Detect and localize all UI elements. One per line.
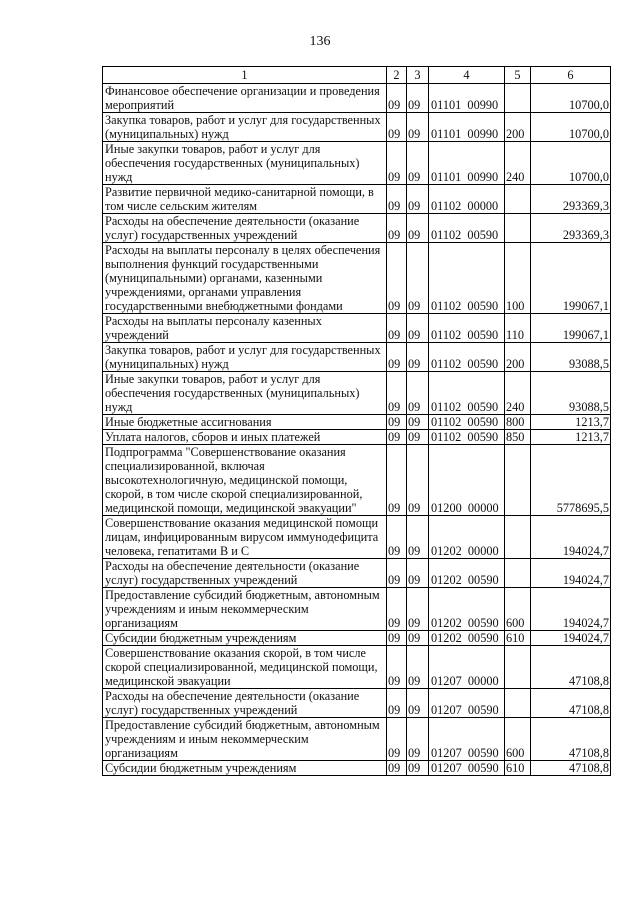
row-name-cell: Иные закупки товаров, работ и услуг для обеспечения государственных (муниципальных) нужд [103,372,387,415]
table-row [103,84,611,113]
subsection-code-cell: 09 [407,243,429,314]
target-article-cell: 01101 00990 [429,113,505,142]
expense-type-cell: 240 [505,372,531,415]
section-code-cell: 09 [387,84,407,113]
amount-cell: 47108,8 [531,689,611,718]
header-cell: 6 [531,67,611,84]
budget-table [102,66,611,776]
target-article-cell: 01101 00990 [429,84,505,113]
amount-cell: 194024,7 [531,516,611,559]
amount-cell: 10700,0 [531,142,611,185]
table-row [103,314,611,343]
section-code-cell: 09 [387,689,407,718]
subsection-code-cell: 09 [407,214,429,243]
target-article-cell: 01102 00000 [429,185,505,214]
subsection-code-cell: 09 [407,761,429,776]
header-cell: 2 [387,67,407,84]
row-name-cell: Расходы на обеспечение деятельности (оказание услуг) государственных учреждений [103,559,387,588]
section-code-cell: 09 [387,631,407,646]
row-name-cell: Предоставление субсидий бюджетным, автономным учреждениям и иным некоммерческим организациям [103,718,387,761]
amount-cell: 293369,3 [531,185,611,214]
expense-type-cell [505,185,531,214]
section-code-cell: 09 [387,430,407,445]
header-cell: 4 [429,67,505,84]
target-article-cell: 01102 00590 [429,415,505,430]
row-name-cell: Развитие первичной медико-санитарной помощи, в том числе сельским жителям [103,185,387,214]
subsection-code-cell: 09 [407,430,429,445]
target-article-cell: 01207 00590 [429,689,505,718]
subsection-code-cell: 09 [407,185,429,214]
table-row [103,761,611,776]
expense-type-cell [505,646,531,689]
table-header-row [103,67,611,84]
table-row [103,415,611,430]
amount-cell: 293369,3 [531,214,611,243]
subsection-code-cell: 09 [407,631,429,646]
row-name-cell: Предоставление субсидий бюджетным, автономным учреждениям и иным некоммерческим организациям [103,588,387,631]
target-article-cell: 01102 00590 [429,372,505,415]
target-article-cell: 01207 00590 [429,718,505,761]
section-code-cell: 09 [387,142,407,185]
section-code-cell: 09 [387,314,407,343]
table-row [103,142,611,185]
expense-type-cell: 800 [505,415,531,430]
section-code-cell: 09 [387,113,407,142]
amount-cell: 1213,7 [531,430,611,445]
amount-cell: 10700,0 [531,84,611,113]
row-name-cell: Совершенствование оказания скорой, в том числе скорой специализированной, медицинской помощи, медицинской эвакуации [103,646,387,689]
table-row [103,243,611,314]
table-row [103,445,611,516]
expense-type-cell: 600 [505,718,531,761]
subsection-code-cell: 09 [407,689,429,718]
row-name-cell: Субсидии бюджетным учреждениям [103,631,387,646]
subsection-code-cell: 09 [407,445,429,516]
amount-cell: 194024,7 [531,631,611,646]
section-code-cell: 09 [387,343,407,372]
target-article-cell: 01207 00590 [429,761,505,776]
table-row [103,113,611,142]
target-article-cell: 01202 00590 [429,631,505,646]
expense-type-cell: 200 [505,343,531,372]
subsection-code-cell: 09 [407,372,429,415]
subsection-code-cell: 09 [407,415,429,430]
expense-type-cell [505,445,531,516]
target-article-cell: 01202 00590 [429,559,505,588]
page-number: 136 [309,34,331,49]
table-row [103,588,611,631]
subsection-code-cell: 09 [407,142,429,185]
expense-type-cell: 610 [505,631,531,646]
section-code-cell: 09 [387,372,407,415]
table-row [103,631,611,646]
amount-cell: 199067,1 [531,243,611,314]
target-article-cell: 01101 00990 [429,142,505,185]
subsection-code-cell: 09 [407,588,429,631]
target-article-cell: 01102 00590 [429,214,505,243]
subsection-code-cell: 09 [407,84,429,113]
row-name-cell: Подпрограмма "Совершенствование оказания специализированной, включая высокотехнологичную, медицинской помощи, скорой, в том числе скорой специализированной, медицинской помощи, медицинской эвакуации" [103,445,387,516]
target-article-cell: 01207 00000 [429,646,505,689]
row-name-cell: Финансовое обеспечение организации и проведения мероприятий [103,84,387,113]
expense-type-cell [505,559,531,588]
expense-type-cell: 100 [505,243,531,314]
table-row [103,343,611,372]
row-name-cell: Закупка товаров, работ и услуг для государственных (муниципальных) нужд [103,343,387,372]
row-name-cell: Субсидии бюджетным учреждениям [103,761,387,776]
section-code-cell: 09 [387,214,407,243]
table-row [103,185,611,214]
expense-type-cell [505,516,531,559]
expense-type-cell: 600 [505,588,531,631]
expense-type-cell: 110 [505,314,531,343]
subsection-code-cell: 09 [407,113,429,142]
subsection-code-cell: 09 [407,516,429,559]
table-row [103,559,611,588]
amount-cell: 199067,1 [531,314,611,343]
section-code-cell: 09 [387,185,407,214]
section-code-cell: 09 [387,516,407,559]
amount-cell: 47108,8 [531,761,611,776]
amount-cell: 194024,7 [531,559,611,588]
table-row [103,214,611,243]
amount-cell: 194024,7 [531,588,611,631]
expense-type-cell [505,84,531,113]
section-code-cell: 09 [387,646,407,689]
row-name-cell: Закупка товаров, работ и услуг для государственных (муниципальных) нужд [103,113,387,142]
target-article-cell: 01102 00590 [429,430,505,445]
amount-cell: 1213,7 [531,415,611,430]
subsection-code-cell: 09 [407,559,429,588]
table-row [103,718,611,761]
target-article-cell: 01200 00000 [429,445,505,516]
section-code-cell: 09 [387,559,407,588]
target-article-cell: 01102 00590 [429,343,505,372]
table-row [103,372,611,415]
section-code-cell: 09 [387,588,407,631]
expense-type-cell: 200 [505,113,531,142]
amount-cell: 93088,5 [531,343,611,372]
section-code-cell: 09 [387,761,407,776]
row-name-cell: Расходы на выплаты персоналу в целях обеспечения выполнения функций государственными (муниципальными) органами, казенными учреждениями, органами управления государственными внебюджетными фондами [103,243,387,314]
amount-cell: 47108,8 [531,646,611,689]
section-code-cell: 09 [387,243,407,314]
subsection-code-cell: 09 [407,646,429,689]
row-name-cell: Совершенствование оказания медицинской помощи лицам, инфицированным вирусом иммунодефицита человека, гепатитами В и С [103,516,387,559]
table-row [103,430,611,445]
row-name-cell: Иные закупки товаров, работ и услуг для обеспечения государственных (муниципальных) нужд [103,142,387,185]
row-name-cell: Расходы на обеспечение деятельности (оказание услуг) государственных учреждений [103,689,387,718]
row-name-cell: Расходы на выплаты персоналу казенных учреждений [103,314,387,343]
table-row [103,689,611,718]
target-article-cell: 01202 00590 [429,588,505,631]
subsection-code-cell: 09 [407,718,429,761]
section-code-cell: 09 [387,415,407,430]
header-cell: 1 [103,67,387,84]
amount-cell: 5778695,5 [531,445,611,516]
amount-cell: 93088,5 [531,372,611,415]
subsection-code-cell: 09 [407,314,429,343]
expense-type-cell: 240 [505,142,531,185]
table-row [103,516,611,559]
row-name-cell: Расходы на обеспечение деятельности (оказание услуг) государственных учреждений [103,214,387,243]
amount-cell: 47108,8 [531,718,611,761]
header-cell: 3 [407,67,429,84]
expense-type-cell: 850 [505,430,531,445]
expense-type-cell [505,214,531,243]
row-name-cell: Уплата налогов, сборов и иных платежей [103,430,387,445]
section-code-cell: 09 [387,718,407,761]
expense-type-cell [505,689,531,718]
section-code-cell: 09 [387,445,407,516]
header-cell: 5 [505,67,531,84]
subsection-code-cell: 09 [407,343,429,372]
target-article-cell: 01202 00000 [429,516,505,559]
row-name-cell: Иные бюджетные ассигнования [103,415,387,430]
expense-type-cell: 610 [505,761,531,776]
target-article-cell: 01102 00590 [429,314,505,343]
amount-cell: 10700,0 [531,113,611,142]
target-article-cell: 01102 00590 [429,243,505,314]
table-row [103,646,611,689]
